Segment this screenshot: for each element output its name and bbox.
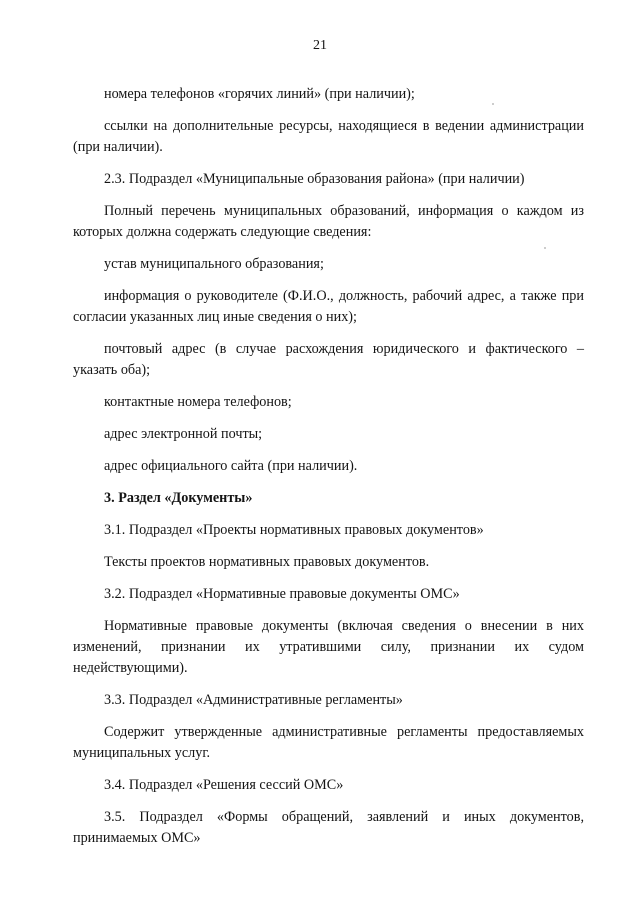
paragraph-normative-docs: Нормативные правовые документы (включая сведения о внесении в них изменений, признании их утратившими силу, признании их судом недействующими). (73, 618, 584, 676)
subsection-3-5-heading: 3.5. Подраздел «Формы обращений, заявлений и иных документов, принимаемых ОМС» (73, 809, 584, 846)
subsection-3-4-heading: 3.4. Подраздел «Решения сессий ОМС» (104, 777, 344, 793)
paragraph-municipal-list: Полный перечень муниципальных образований, информация о каждом из которых должна содержать следующие сведения: (73, 203, 584, 240)
subsection-3-1-heading: 3.1. Подраздел «Проекты нормативных правовых документов» (104, 522, 484, 538)
paragraph-postal-address: почтовый адрес (в случае расхождения юридического и фактического – указать оба); (73, 341, 584, 378)
paragraph-charter: устав муниципального образования; (104, 256, 324, 272)
paragraph-regulations: Содержит утвержденные административные регламенты предоставляемых муниципальных услуг. (73, 724, 584, 761)
paragraph-links: ссылки на дополнительные ресурсы, находящиеся в ведении администрации (при наличии). (73, 118, 584, 155)
scan-speck (544, 247, 546, 249)
paragraph-phones: контактные номера телефонов; (104, 394, 292, 410)
paragraph-draft-texts: Тексты проектов нормативных правовых документов. (104, 554, 430, 570)
subsection-3-2-heading: 3.2. Подраздел «Нормативные правовые документы ОМС» (104, 586, 460, 602)
paragraph-website: адрес официального сайта (при наличии). (104, 458, 358, 474)
scan-speck (492, 103, 494, 105)
page-number: 21 (313, 38, 327, 53)
paragraph-hotline-phones: номера телефонов «горячих линий» (при наличии); (104, 86, 415, 102)
section-3-heading: 3. Раздел «Документы» (104, 490, 253, 506)
paragraph-head-info: информация о руководителе (Ф.И.О., должность, рабочий адрес, а также при согласии указанных лиц иные сведения о них); (73, 288, 584, 325)
paragraph-email: адрес электронной почты; (104, 426, 263, 442)
subsection-3-3-heading: 3.3. Подраздел «Административные регламенты» (104, 692, 403, 708)
subsection-2-3-heading: 2.3. Подраздел «Муниципальные образования района» (при наличии) (104, 171, 525, 187)
document-body (73, 84, 584, 860)
